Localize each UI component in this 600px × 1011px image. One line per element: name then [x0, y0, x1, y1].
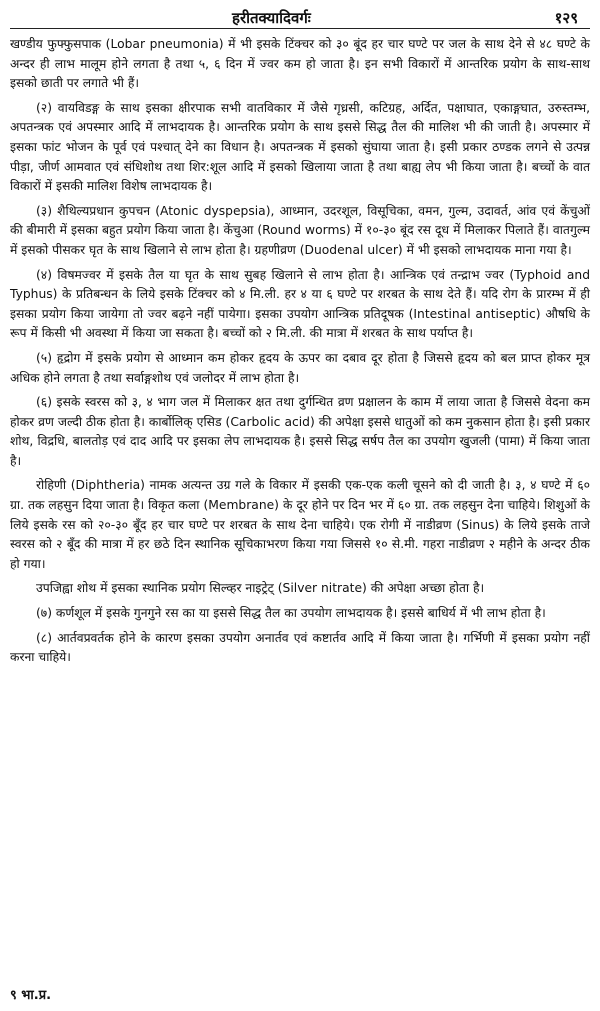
paragraph-7-earache: (७) कर्णशूल में इसके गुनगुने रस का या इससे सिद्ध तैल का उपयोग लाभदायक है। इससे बाधिर्य में भी लाभ होता है। — [36, 606, 546, 621]
page-body — [10, 35, 590, 668]
running-title: हरीतक्यादिवर्गः — [232, 9, 311, 27]
paragraph-3-dyspepsia: (३) शैथिल्यप्रधान कुपचन (Atonic dyspepsia), आध्मान, उदरशूल, विसूचिका, वमन, गुल्म, उदावर्त, आंव एवं केंचुओं की बीमारी में इसका बहुत प्रयोग किया जाता है। केंचुआ (Round worms) में १०-३० बूंद रस दूध में मिलाकर पिलाते हैं। वातगुल्म में इसको पीसकर घृत के साथ खिलाने से लाभ होता है। ग्रहणीव्रण (Duodenal ulcer) में भी इसको लाभदायक माना गया है। — [10, 203, 590, 257]
page-number: १२९ — [554, 9, 578, 27]
paragraph-5-heart: (५) हृद्रोग में इसके प्रयोग से आध्मान कम होकर हृदय के ऊपर का दबाव दूर होता है जिससे हृदय को बल प्राप्त होकर मूत्र अधिक होने लगता है तथा सर्वाङ्गशोथ एवं जलोदर में लाभ होता है। — [10, 350, 590, 385]
paragraph-2-vata-disorders: (२) वायविडङ्ग के साथ इसका क्षीरपाक सभी वातविकार में जैसे गृध्रसी, कटिग्रह, अर्दित, पक्षाघात, एकाङ्गघात, उरुस्तम्भ, अपतन्त्रक एवं अपस्मार आदि में लाभदायक है। आन्तरिक प्रयोग के साथ इससे सिद्ध तैल की मालिश भी की जाती है। अपस्मार में इसका फांट भोजन के पूर्व एवं पश्चात् देने का विधान है। अपतन्त्रक में इसको सुंघाया जाता है। इसी प्रकार ठण्डक लगने से उत्पन्न पीड़ा, जीर्ण आमवात एवं संधिशोथ तथा शिर:शूल आदि में इसको खिलाया जाता है तथा बाह्य लेप भी किया जाता है। बच्चों के वात विकारों में इसकी मालिश विशेष लाभदायक है। — [10, 100, 590, 194]
footer-signature: ९ भा.प्र. — [10, 988, 52, 1003]
paragraph-8-menstruation: (८) आर्तवप्रवर्तक होने के कारण इसका उपयोग अनार्तव एवं कष्टार्तव आदि में किया जाता है। गर्भिणी में इसका प्रयोग नहीं करना चाहिये। — [10, 630, 590, 665]
paragraph-4-fever: (४) विषमज्वर में इसके तैल या घृत के साथ सुबह खिलाने से लाभ होता है। आन्त्रिक एवं तन्द्राभ ज्वर (Typhoid and Typhus) के प्रतिबन्धन के लिये इसके टिंक्चर को ४ मि.ली. हर ४ या ६ घण्टे पर शरबत के साथ देते हैं। यदि रोग के प्रारम्भ में ही इसका प्रयोग किया जायेगा तो ज्वर बढ़ने नहीं पायेगा। इसका उपयोग आन्त्रिक प्रतिदूषक (Intestinal antiseptic) औषधि के रूप में किसी भी अवस्था में किया जा सकता है। बच्चों को २ मि.ली. की मात्रा में शरबत के साथ पर्याप्त है। — [10, 267, 590, 341]
paragraph-diphtheria: रोहिणी (Diphtheria) नामक अत्यन्त उग्र गले के विकार में इसकी एक-एक कली चूसने को दी जाती है। ३, ४ घण्टे में ६० ग्रा. तक लहसुन दिया जाता है। विकृत कला (Membrane) के दूर होने पर दिन भर में ६० ग्रा. तक लहसुन देना चाहिये। शिशुओं के लिये इसके रस को २०-३० बूँद हर चार घण्टे पर शरबत के साथ देना चाहिये। एक रोगी में नाडीव्रण (Sinus) के लिये इसके ताजे स्वरस को २ बूँद की मात्रा में हर छठे दिन स्थानिक सूचिकाभरण किया गया जिससे १० से.मी. गहरा नाडीव्रण २ महीने के अन्दर ठीक हो गया। — [10, 478, 590, 571]
page-header — [10, 6, 590, 29]
paragraph-6-wounds: (६) इसके स्वरस को ३, ४ भाग जल में मिलाकर क्षत तथा दुर्गन्धित व्रण प्रक्षालन के काम में लाया जाता है जिससे वेदना कम होकर व्रण जल्दी ठीक होता है। कार्बोलिक् एसिड (Carbolic acid) की अपेक्षा इससे धातुओं को कम नुकसान होता है। इसी प्रकार शोथ, विद्रधि, बालतोड़ एवं दाद आदि पर इसका लेप लाभदायक है। इससे सिद्ध सर्षप तैल का उपयोग खुजली (पामा) में किया जाता है। — [10, 395, 590, 468]
paragraph-uvulitis: उपजिह्वा शोथ में इसका स्थानिक प्रयोग सिल्व्हर नाइट्रेट् (Silver nitrate) की अपेक्षा अच्छा होता है। — [36, 581, 485, 596]
paragraph-pneumonia: खण्डीय फुफ्फुसपाक (Lobar pneumonia) में भी इसके टिंक्चर को ३० बूंद हर चार घण्टे पर जल के साथ देने से ४८ घण्टे के अन्दर ही लाभ मालूम होने लगता है तथा ५, ६ दिन में ज्वर कम हो जाता है। इन सभी विकारों में आन्तरिक प्रयोग के साथ-साथ इसको छाती पर लगाते भी हैं। — [10, 37, 590, 91]
